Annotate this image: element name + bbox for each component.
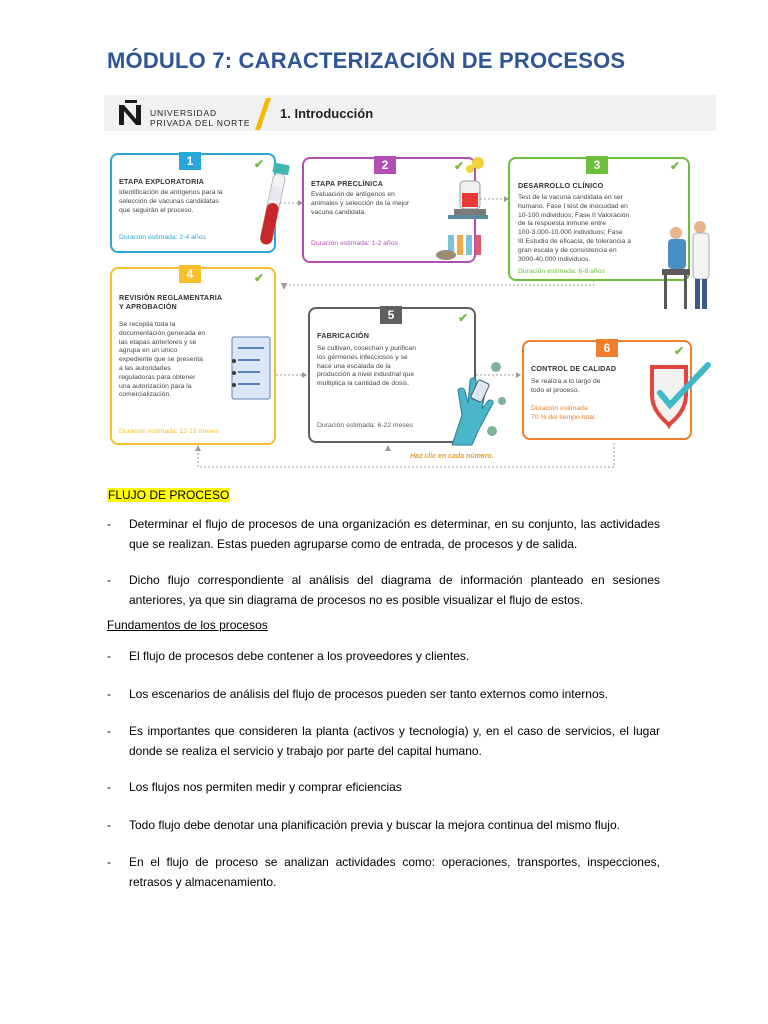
card-duration: Duración estimada: 12-18 meses	[119, 428, 219, 435]
stage-number-3[interactable]: 3	[586, 156, 608, 174]
fundamentos-bullet-5: - Todo flujo debe denotar una planificación previa y buscar la mejora continua del mismo flujo.	[107, 818, 620, 832]
card-title: CONTROL DE CALIDAD	[531, 364, 617, 373]
header-banner	[104, 95, 716, 131]
card-title: ETAPA EXPLORATORIA	[119, 177, 205, 186]
stage-number-5[interactable]: 5	[380, 306, 402, 324]
fundamentos-heading: Fundamentos de los procesos	[107, 618, 268, 632]
stage-number-6[interactable]: 6	[596, 339, 618, 357]
fundamentos-bullet-2: - Los escenarios de análisis del flujo de procesos pueden ser tanto externos como internos.	[107, 687, 608, 701]
check-icon: ✔	[674, 344, 685, 358]
page-title: MÓDULO 7: CARACTERIZACIÓN DE PROCESOS	[107, 48, 626, 73]
fundamentos-bullet-1: - El flujo de procesos debe contener a los proveedores y clientes.	[107, 649, 470, 663]
gloved-hand-vial-icon	[444, 357, 510, 447]
card-title: REVISIÓN REGLAMENTARIA Y APROBACIÓN	[119, 293, 223, 311]
flujo-bullet-2: - Dicho flujo correspondiente al análisis del diagrama de información planteado en sesiones anteriores, ya que sin diagrama de procesos no es posible visualizar el flujo de estos.	[107, 573, 660, 607]
card-duration: Duración estimada: 6-8 años	[518, 268, 605, 275]
card-duration: Duración estimada: 1-2 años	[311, 240, 398, 247]
card-description: Se recopila toda la documentación generada en las etapas anteriores y se agrupa en un único expediente que se presenta a las autoridades reguladoras para obtener una autorización para la comercialización.	[119, 321, 206, 399]
quality-shield-icon	[642, 357, 712, 433]
document-icon	[228, 333, 274, 403]
click-hint: Haz clic en cada número.	[410, 453, 494, 460]
card-description: Evaluación de antígenos en animales y selección de la mejor vacuna candidata.	[311, 191, 410, 216]
stage-number-2[interactable]: 2	[374, 156, 396, 174]
lab-equipment-icon	[434, 153, 494, 261]
fundamentos-bullet-4: - Los flujos nos permiten medir y comprar eficiencias	[107, 780, 402, 794]
card-title: DESARROLLO CLÍNICO	[518, 181, 604, 190]
card-description: Se realiza a lo largo de todo el proceso.	[531, 378, 601, 394]
fundamentos-bullet-3: - Es importantes que consideren la planta (activos y tecnología) y, en el caso de servicios, el lugar donde se realiza el servicio y trabajo por parte del capital humano.	[107, 724, 660, 758]
card-description: Identificación de antígenos para la selección de vacunas candidatas que seguirán el proceso.	[119, 189, 223, 214]
card-duration: Duración estimada: 70 % del tiempo total	[531, 405, 595, 421]
fundamentos-bullet-6: - En el flujo de proceso se analizan actividades como: operaciones, transportes, inspecciones, retrasos y almacenamiento.	[107, 855, 660, 889]
check-icon: ✔	[670, 159, 681, 173]
card-duration: Duración estimada: 2-4 años	[119, 234, 206, 241]
yellow-slash-icon	[255, 98, 271, 130]
check-icon: ✔	[254, 157, 265, 171]
test-tube-icon	[256, 157, 290, 257]
university-name: UNIVERSIDAD PRIVADA DEL NORTE	[150, 108, 251, 128]
section-title: 1. Introducción	[280, 106, 374, 121]
card-description: Test de la vacuna candidata en ser humano. Fase I test de inocuidad en 10-100 individuos; Fase II Valoración de la respuesta inmune entre 100-3.000-10.000 individuos; Fase III Estudio de eficacia, de tolerancia a gran escala y de consistencia en 3000-40.000 individuos.	[518, 194, 631, 263]
flujo-bullet-1: - Determinar el flujo de procesos de una organización es determinar, en su conjunto, las actividades que se realizan. Estas pueden agruparse como de entrada, de procesos y de salida.	[107, 517, 660, 551]
check-icon: ✔	[254, 271, 265, 285]
doctor-patient-icon	[660, 217, 716, 313]
card-title: ETAPA PRECLÍNICA	[311, 179, 384, 188]
check-icon: ✔	[458, 311, 469, 325]
vaccine-process-infographic	[104, 95, 716, 470]
stage-number-1[interactable]: 1	[179, 152, 201, 170]
upn-logo-icon	[116, 99, 146, 127]
card-description: Se cultivan, cosechan y purifican los gérmenes infecciosos y se hace una escalada de la producción a nivel industrial que multiplica la cantidad de dosis.	[317, 345, 416, 388]
card-title: FABRICACIÓN	[317, 331, 370, 340]
flujo-heading: FLUJO DE PROCESO	[108, 488, 230, 502]
stage-number-4[interactable]: 4	[179, 265, 201, 283]
check-icon: ✔	[454, 159, 465, 173]
card-duration: Duración estimada: 6-22 meses	[317, 422, 413, 429]
